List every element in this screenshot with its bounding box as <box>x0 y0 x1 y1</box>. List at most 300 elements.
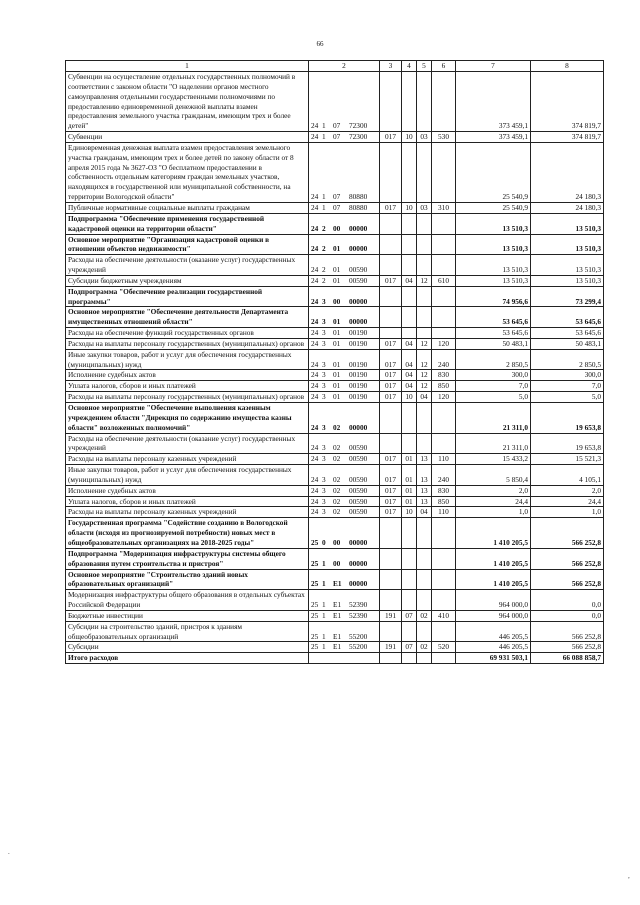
row-code <box>309 286 380 307</box>
row-g: 191 <box>380 610 402 621</box>
table-row <box>66 142 604 202</box>
row-value-8: 566 252,8 <box>531 548 604 569</box>
code-part: 00000 <box>349 244 368 254</box>
table-row <box>66 255 604 276</box>
code-part: 00190 <box>349 328 368 338</box>
row-value-7: 13 510,3 <box>456 234 531 255</box>
code-part: 00590 <box>349 496 368 506</box>
row-pr <box>417 255 432 276</box>
code-part: 3 <box>322 317 326 327</box>
code-part: 00590 <box>349 275 368 285</box>
row-name: Расходы на выплаты персоналу казенных учреждений <box>66 507 309 518</box>
row-g <box>380 286 402 307</box>
row-vr <box>432 234 456 255</box>
row-rz: 04 <box>402 338 417 349</box>
code-part: 3 <box>322 485 326 495</box>
code-part: 00590 <box>349 474 368 484</box>
code-part: 1 <box>322 579 326 589</box>
row-name: Основное мероприятие "Организация кадастровой оценки в отношении объектов недвижимости" <box>66 234 309 255</box>
total-empty-cell <box>380 653 402 664</box>
row-vr: 410 <box>432 610 456 621</box>
table-row <box>66 642 604 653</box>
code-part: 1 <box>322 631 326 641</box>
row-name: Подпрограмма "Модернизация инфраструктуры системы общего образования путем строительства и пристроя" <box>66 548 309 569</box>
table-row <box>66 569 604 590</box>
code-part: 02 <box>333 443 341 453</box>
margin-mark: . <box>8 848 10 856</box>
row-vr <box>432 142 456 202</box>
total-empty-cell <box>309 653 380 664</box>
row-code <box>309 142 380 202</box>
code-part: 24 <box>311 454 319 464</box>
row-vr: 830 <box>432 370 456 381</box>
row-g <box>380 72 402 132</box>
row-pr <box>417 142 432 202</box>
code-part: 1 <box>322 610 326 620</box>
row-name: Расходы на обеспечение деятельности (оказание услуг) государственных учреждений <box>66 255 309 276</box>
code-part: 02 <box>333 496 341 506</box>
code-part: 24 <box>311 202 319 212</box>
row-g <box>380 433 402 454</box>
table-row <box>66 72 604 132</box>
row-rz: 10 <box>402 392 417 403</box>
row-code <box>309 610 380 621</box>
code-part: 00190 <box>349 359 368 369</box>
row-pr: 12 <box>417 370 432 381</box>
table-row <box>66 234 604 255</box>
row-vr <box>432 433 456 454</box>
row-value-7: 373 459,1 <box>456 72 531 132</box>
row-pr <box>417 569 432 590</box>
row-value-7: 446 205,5 <box>456 642 531 653</box>
code-part: E1 <box>333 610 342 620</box>
row-pr: 04 <box>417 507 432 518</box>
code-part: 00590 <box>349 485 368 495</box>
code-part: 24 <box>311 392 319 402</box>
total-empty-cell <box>417 653 432 664</box>
code-part: 01 <box>333 338 341 348</box>
row-value-8: 5,0 <box>531 392 604 403</box>
row-value-8: 566 252,8 <box>531 569 604 590</box>
row-rz <box>402 286 417 307</box>
code-part: 25 <box>311 631 319 641</box>
code-part: 3 <box>322 422 326 432</box>
row-value-8: 300,0 <box>531 370 604 381</box>
row-rz: 01 <box>402 496 417 507</box>
row-vr: 120 <box>432 392 456 403</box>
row-g: 017 <box>380 275 402 286</box>
code-part: 52390 <box>349 610 368 620</box>
code-part: 3 <box>322 474 326 484</box>
row-pr <box>417 72 432 132</box>
row-value-7: 13 510,3 <box>456 275 531 286</box>
row-value-7: 15 433,2 <box>456 454 531 465</box>
row-g: 017 <box>380 202 402 213</box>
table-row <box>66 507 604 518</box>
row-pr: 03 <box>417 132 432 143</box>
row-code <box>309 518 380 549</box>
row-value-7: 50 483,1 <box>456 338 531 349</box>
row-rz: 10 <box>402 202 417 213</box>
code-part: 24 <box>311 485 319 495</box>
row-pr <box>417 518 432 549</box>
row-g <box>380 142 402 202</box>
row-value-8: 15 521,3 <box>531 454 604 465</box>
row-name: Субвенции <box>66 132 309 143</box>
row-pr: 13 <box>417 454 432 465</box>
row-value-7: 53 645,6 <box>456 328 531 339</box>
code-part: 24 <box>311 275 319 285</box>
code-part: 52390 <box>349 600 368 610</box>
row-value-8: 374 819,7 <box>531 72 604 132</box>
row-g: 017 <box>380 370 402 381</box>
table-row <box>66 518 604 549</box>
row-code <box>309 234 380 255</box>
code-part: 02 <box>333 474 341 484</box>
code-part: 80880 <box>349 202 368 212</box>
row-rz: 01 <box>402 485 417 496</box>
row-value-8: 7,0 <box>531 381 604 392</box>
table-row <box>66 381 604 392</box>
row-value-8: 13 510,3 <box>531 255 604 276</box>
row-rz: 04 <box>402 381 417 392</box>
row-name: Уплата налогов, сборов и иных платежей <box>66 381 309 392</box>
row-code <box>309 548 380 569</box>
row-pr: 13 <box>417 496 432 507</box>
table-row <box>66 485 604 496</box>
row-code <box>309 590 380 611</box>
row-value-7: 1 410 205,5 <box>456 569 531 590</box>
row-g: 191 <box>380 642 402 653</box>
row-g <box>380 328 402 339</box>
code-part: 25 <box>311 600 319 610</box>
table-row <box>66 328 604 339</box>
row-vr: 530 <box>432 132 456 143</box>
row-rz <box>402 234 417 255</box>
code-part: 01 <box>333 317 341 327</box>
row-value-8: 24,4 <box>531 496 604 507</box>
row-name: Субсидии <box>66 642 309 653</box>
code-part: 24 <box>311 359 319 369</box>
code-part: 3 <box>322 359 326 369</box>
table-row <box>66 610 604 621</box>
code-part: 01 <box>333 381 341 391</box>
margin-mark: , <box>628 872 630 880</box>
code-part: 00190 <box>349 392 368 402</box>
code-part: 25 <box>311 642 319 652</box>
code-part: E1 <box>333 642 342 652</box>
row-rz: 01 <box>402 465 417 486</box>
row-name: Бюджетные инвестиции <box>66 610 309 621</box>
code-part: 24 <box>311 317 319 327</box>
row-vr <box>432 548 456 569</box>
row-g: 017 <box>380 338 402 349</box>
code-part: 07 <box>333 121 341 131</box>
code-part: 24 <box>311 121 319 131</box>
code-part: 3 <box>322 507 326 517</box>
table-row <box>66 370 604 381</box>
row-vr <box>432 518 456 549</box>
code-part: 1 <box>322 121 326 131</box>
row-value-8: 50 483,1 <box>531 338 604 349</box>
code-part: 0 <box>322 537 326 547</box>
row-g: 017 <box>380 381 402 392</box>
col-header: 3 <box>380 61 402 72</box>
row-rz: 10 <box>402 132 417 143</box>
row-g: 017 <box>380 392 402 403</box>
row-code <box>309 496 380 507</box>
row-pr: 13 <box>417 485 432 496</box>
row-rz: 01 <box>402 454 417 465</box>
code-part: 2 <box>322 244 326 254</box>
code-part: 72300 <box>349 132 368 142</box>
code-part: E1 <box>333 579 342 589</box>
code-part: 02 <box>333 485 341 495</box>
code-part: 55200 <box>349 631 368 641</box>
code-part: 3 <box>322 296 326 306</box>
row-vr: 240 <box>432 349 456 370</box>
code-part: 24 <box>311 296 319 306</box>
row-g <box>380 518 402 549</box>
row-code <box>309 392 380 403</box>
code-part: 2 <box>322 265 326 275</box>
row-value-7: 5 850,4 <box>456 465 531 486</box>
row-name: Основное мероприятие "Строительство зданий новых образовательных организаций" <box>66 569 309 590</box>
row-value-7: 300,0 <box>456 370 531 381</box>
table-row <box>66 275 604 286</box>
code-part: 24 <box>311 496 319 506</box>
code-part: 00190 <box>349 370 368 380</box>
row-vr <box>432 307 456 328</box>
code-part: 80880 <box>349 192 368 202</box>
code-part: 00000 <box>349 558 368 568</box>
code-part: 01 <box>333 244 341 254</box>
row-rz <box>402 307 417 328</box>
row-code <box>309 202 380 213</box>
col-header: 8 <box>531 61 604 72</box>
code-part: 02 <box>333 507 341 517</box>
code-part: 02 <box>333 422 341 432</box>
row-vr <box>432 621 456 642</box>
row-rz: 07 <box>402 642 417 653</box>
code-part: 24 <box>311 132 319 142</box>
row-value-8: 13 510,3 <box>531 275 604 286</box>
row-g <box>380 213 402 234</box>
row-pr <box>417 403 432 434</box>
code-part: 25 <box>311 558 319 568</box>
code-part: 00590 <box>349 507 368 517</box>
row-value-8: 19 653,8 <box>531 403 604 434</box>
code-part: 24 <box>311 244 319 254</box>
code-part: 00590 <box>349 443 368 453</box>
row-value-8: 24 180,3 <box>531 202 604 213</box>
row-pr <box>417 621 432 642</box>
row-value-7: 25 540,9 <box>456 202 531 213</box>
code-part: 1 <box>322 600 326 610</box>
row-pr <box>417 590 432 611</box>
code-part: E1 <box>333 631 342 641</box>
row-name: Единовременная денежная выплата взамен предоставления земельного участка гражданам, имеющим трех и более детей по закону области от 8 апреля 2015 года № 3627-ОЗ "О бесплатном предоставлении в собственность отдельным категориям граждан земельных участков, находящихся в государственной или муниципальной собственности, на территории Вологодской области" <box>66 142 309 202</box>
row-value-8: 2 850,5 <box>531 349 604 370</box>
row-name: Исполнение судебных актов <box>66 370 309 381</box>
row-value-7: 1 410 205,5 <box>456 518 531 549</box>
row-value-7: 74 956,6 <box>456 286 531 307</box>
row-value-7: 13 510,3 <box>456 213 531 234</box>
total-label: Итого расходов <box>66 653 309 664</box>
row-pr <box>417 433 432 454</box>
row-pr <box>417 213 432 234</box>
row-pr: 12 <box>417 275 432 286</box>
row-value-7: 1,0 <box>456 507 531 518</box>
row-rz: 04 <box>402 370 417 381</box>
row-code <box>309 275 380 286</box>
row-vr: 850 <box>432 381 456 392</box>
code-part: 00190 <box>349 338 368 348</box>
row-rz <box>402 569 417 590</box>
code-part: E1 <box>333 600 342 610</box>
col-header: 6 <box>432 61 456 72</box>
row-value-8: 19 653,8 <box>531 433 604 454</box>
row-code <box>309 381 380 392</box>
row-rz <box>402 433 417 454</box>
row-value-8: 4 105,1 <box>531 465 604 486</box>
row-rz: 04 <box>402 349 417 370</box>
code-part: 25 <box>311 610 319 620</box>
table-row <box>66 307 604 328</box>
code-part: 00000 <box>349 537 368 547</box>
code-part: 24 <box>311 507 319 517</box>
code-part: 1 <box>322 202 326 212</box>
row-value-7: 2 850,5 <box>456 349 531 370</box>
row-value-8: 13 510,3 <box>531 213 604 234</box>
row-pr: 02 <box>417 642 432 653</box>
code-part: 1 <box>322 558 326 568</box>
code-part: 3 <box>322 328 326 338</box>
table-body <box>66 72 604 664</box>
row-name: Субсидии на строительство зданий, пристроя к зданиям общеобразовательных организаций <box>66 621 309 642</box>
code-part: 3 <box>322 392 326 402</box>
table-row <box>66 454 604 465</box>
col-header: 5 <box>417 61 432 72</box>
row-g <box>380 569 402 590</box>
row-name: Субвенции на осуществление отдельных государственных полномочий в соответствии с законом области "О наделении органов местного самоуправления отдельными государственными полномочиями по предоставлению единовременной денежной выплаты взамен предоставления земельного участка гражданам, имеющим трех и более детей" <box>66 72 309 132</box>
row-name: Субсидии бюджетным учреждениям <box>66 275 309 286</box>
code-part: 24 <box>311 265 319 275</box>
row-code <box>309 403 380 434</box>
row-name: Иные закупки товаров, работ и услуг для обеспечения государственных (муниципальных) нужд <box>66 349 309 370</box>
code-part: 01 <box>333 370 341 380</box>
code-part: 3 <box>322 443 326 453</box>
table-row <box>66 465 604 486</box>
row-pr <box>417 307 432 328</box>
row-g: 017 <box>380 454 402 465</box>
row-code <box>309 132 380 143</box>
row-value-8: 566 252,8 <box>531 518 604 549</box>
row-code <box>309 507 380 518</box>
col-header: 2 <box>309 61 380 72</box>
row-pr: 04 <box>417 392 432 403</box>
row-rz <box>402 142 417 202</box>
row-code <box>309 349 380 370</box>
row-vr <box>432 286 456 307</box>
code-part: 24 <box>311 381 319 391</box>
row-rz <box>402 621 417 642</box>
row-pr: 13 <box>417 465 432 486</box>
row-name: Расходы на обеспечение функций государственных органов <box>66 328 309 339</box>
row-name: Расходы на выплаты персоналу государственных (муниципальных) органов <box>66 338 309 349</box>
row-name: Подпрограмма "Обеспечение применения государственной кадастровой оценки на территории области" <box>66 213 309 234</box>
row-value-7: 24,4 <box>456 496 531 507</box>
row-pr: 12 <box>417 349 432 370</box>
table-row <box>66 548 604 569</box>
table-row <box>66 433 604 454</box>
code-part: 3 <box>322 338 326 348</box>
row-g <box>380 548 402 569</box>
row-code <box>309 433 380 454</box>
col-header: 1 <box>66 61 309 72</box>
code-part: 55200 <box>349 642 368 652</box>
row-rz <box>402 403 417 434</box>
code-part: 07 <box>333 202 341 212</box>
row-vr: 110 <box>432 507 456 518</box>
code-part: 24 <box>311 328 319 338</box>
row-code <box>309 213 380 234</box>
row-vr: 830 <box>432 485 456 496</box>
table-row <box>66 349 604 370</box>
row-rz <box>402 590 417 611</box>
row-value-8: 566 252,8 <box>531 642 604 653</box>
col-header: 7 <box>456 61 531 72</box>
code-part: 1 <box>322 642 326 652</box>
row-code <box>309 72 380 132</box>
row-g: 017 <box>380 496 402 507</box>
row-value-7: 7,0 <box>456 381 531 392</box>
expenditure-table <box>65 60 604 664</box>
table-row <box>66 202 604 213</box>
code-part: 00190 <box>349 381 368 391</box>
row-code <box>309 465 380 486</box>
row-value-8: 0,0 <box>531 590 604 611</box>
row-g <box>380 621 402 642</box>
table-row <box>66 403 604 434</box>
row-pr: 12 <box>417 381 432 392</box>
row-value-8: 73 299,4 <box>531 286 604 307</box>
row-g: 017 <box>380 485 402 496</box>
code-part: 00000 <box>349 296 368 306</box>
row-value-8: 53 645,6 <box>531 328 604 339</box>
code-part: 00 <box>333 296 341 306</box>
row-pr: 12 <box>417 338 432 349</box>
row-code <box>309 621 380 642</box>
code-part: 24 <box>311 192 319 202</box>
row-value-7: 446 205,5 <box>456 621 531 642</box>
row-value-8: 566 252,8 <box>531 621 604 642</box>
code-part: 1 <box>322 132 326 142</box>
row-name: Основное мероприятие "Обеспечение деятельности Департамента имущественных отношений области" <box>66 307 309 328</box>
row-value-7: 53 645,6 <box>456 307 531 328</box>
total-empty-cell <box>432 653 456 664</box>
row-value-7: 21 311,0 <box>456 403 531 434</box>
table-row <box>66 496 604 507</box>
row-name: Государственная программа "Содействие созданию в Вологодской области (исходя из прогнозируемой потребности) новых мест в общеобразовательных организациях на 2018-2025 годы" <box>66 518 309 549</box>
page-number: 66 <box>316 40 324 48</box>
code-part: 3 <box>322 381 326 391</box>
row-code <box>309 485 380 496</box>
code-part: 25 <box>311 537 319 547</box>
code-part: 25 <box>311 579 319 589</box>
row-name: Модернизация инфраструктуры общего образования в отдельных субъектах Российской Федерации <box>66 590 309 611</box>
code-part: 07 <box>333 192 341 202</box>
